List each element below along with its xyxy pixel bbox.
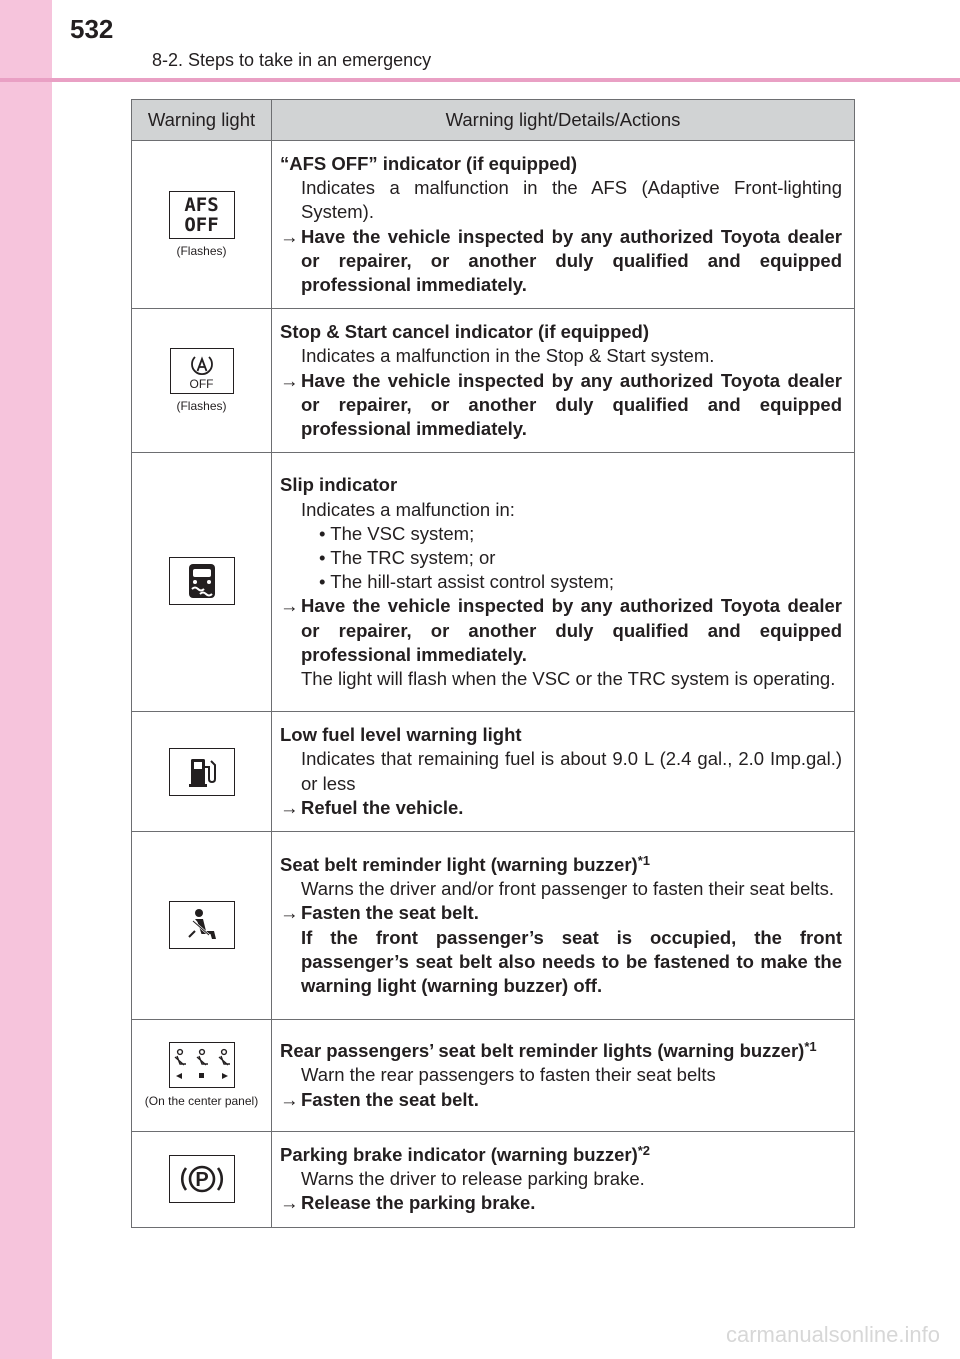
item-note: The light will flash when the VSC or the TRC system is operating. [301, 667, 836, 689]
arrow-icon: → [280, 1192, 299, 1214]
item-title [280, 853, 842, 877]
item-action [280, 1088, 842, 1112]
action-text: Release the parking brake. [301, 1192, 536, 1214]
circled-p-icon [177, 1160, 227, 1198]
item-action [280, 225, 842, 298]
item-title [280, 1039, 842, 1063]
action-text: Fasten the seat belt. [301, 1088, 479, 1110]
item-action [280, 369, 842, 442]
item-description: Warns the driver and/or front passenger to fasten their seat belts. [301, 878, 835, 900]
afs-icon-text: AFS [184, 193, 219, 216]
action-text: Have the vehicle inspected by any authorized Toyota dealer or repairer, or another duly qualified and equipped professional immediately. [301, 225, 842, 296]
details-cell [272, 1020, 855, 1132]
action-text: Have the vehicle inspected by any authorized Toyota dealer or repairer, or another duly qualified and equipped professional immediately. [301, 595, 842, 665]
item-title [280, 1143, 842, 1167]
item-action [280, 901, 842, 925]
title-text: Parking brake indicator (warning buzzer) [280, 1144, 638, 1166]
arrow-icon: → [280, 225, 299, 247]
icon-cell [132, 1132, 272, 1228]
rear-seat-belt-icon [169, 1042, 235, 1088]
seat-belt-icon [169, 901, 235, 949]
title-text: Rear passengers’ seat belt reminder lights (warning buzzer) [280, 1040, 805, 1062]
table-row [132, 309, 855, 453]
arrow-icon: → [280, 902, 299, 924]
details-cell [272, 832, 855, 1020]
page-number: 532 [70, 14, 114, 44]
action-text: Fasten the seat belt. [301, 902, 479, 924]
item-title: Low fuel level warning light [280, 724, 522, 746]
bullet-list [280, 522, 842, 595]
arrow-icon: → [280, 369, 299, 391]
column-header-details: Warning light/Details/Actions [272, 100, 855, 141]
item-action [280, 1191, 842, 1215]
stop-start-off-icon [170, 348, 234, 394]
arrow-icon: → [280, 595, 299, 617]
icon-caption: (Flashes) [176, 398, 227, 413]
parking-brake-icon [169, 1155, 235, 1203]
table-row [132, 712, 855, 832]
action-text: Refuel the vehicle. [301, 796, 464, 818]
arrow-icon: → [280, 796, 299, 818]
parking-p-letter: P [194, 1168, 209, 1191]
section-title: 8-2. Steps to take in an emergency [152, 50, 432, 70]
action-note: If the front passenger’s seat is occupied, the front passenger’s seat belt also needs to be fastened to make the warning light (warning buzzer) off. [301, 926, 842, 996]
table-row [132, 832, 855, 1020]
footnote-marker: *2 [637, 1143, 651, 1159]
details-cell [272, 309, 855, 453]
list-item: • The TRC system; or [319, 546, 496, 568]
icon-caption: (Flashes) [176, 243, 227, 258]
header-rule [0, 78, 960, 82]
table-header-row [132, 100, 855, 141]
watermark: carmanualsonline.info [725, 1322, 940, 1347]
fuel-gauge-icon [187, 755, 217, 789]
item-description: Indicates a malfunction in the AFS (Adaptive Front-lighting System). [301, 177, 842, 223]
details-cell [272, 141, 855, 309]
footnote-marker: *1 [637, 852, 651, 868]
item-description: Indicates a malfunction in: [301, 498, 515, 520]
icon-cell [132, 309, 272, 453]
list-item: • The hill-start assist control system; [319, 571, 615, 593]
auto-stop-icon [189, 352, 215, 378]
icon-caption: (On the center panel) [144, 1094, 259, 1109]
table-row [132, 141, 855, 309]
details-cell [272, 1132, 855, 1228]
fuel-pump-icon [169, 748, 235, 796]
icon-cell [132, 832, 272, 1020]
footnote-marker: *1 [804, 1039, 817, 1055]
item-description: Indicates that remaining fuel is about 9.0 L (2.4 gal., 2.0 Imp.gal.) or less [301, 748, 842, 794]
icon-cell [132, 1020, 272, 1132]
icon-cell [132, 141, 272, 309]
details-cell [272, 453, 855, 712]
page-header [0, 0, 960, 82]
item-description: Indicates a malfunction in the Stop & Start system. [301, 345, 715, 367]
icon-cell [132, 453, 272, 712]
item-description: Warns the driver to release parking brake. [301, 1168, 645, 1190]
table-row [132, 1132, 855, 1228]
margin-tab [0, 0, 52, 1359]
warning-light-table [131, 99, 855, 1228]
seated-person-icon [185, 907, 219, 943]
rear-seat-belt-figures-icon [171, 1047, 233, 1083]
action-text: Have the vehicle inspected by any authorized Toyota dealer or repairer, or another duly qualified and equipped professional immediately. [301, 369, 842, 440]
slip-indicator-icon [169, 557, 235, 605]
item-action [280, 796, 842, 820]
off-icon-text: OFF [184, 213, 219, 236]
title-text: Seat belt reminder light (warning buzzer) [280, 853, 638, 875]
afs-off-icon [169, 191, 235, 239]
column-header-warning-light: Warning light [132, 100, 272, 141]
list-item: • The VSC system; [319, 522, 475, 544]
item-title: “AFS OFF” indicator (if equipped) [280, 153, 578, 174]
arrow-icon: → [280, 1088, 299, 1110]
item-action [280, 594, 842, 667]
item-title: Slip indicator [280, 474, 398, 496]
item-title: Stop & Start cancel indicator (if equipped) [280, 321, 650, 343]
table-row [132, 453, 855, 712]
icon-cell [132, 712, 272, 832]
item-description: Warn the rear passengers to fasten their seat belts [301, 1064, 716, 1086]
details-cell [272, 712, 855, 832]
table-row [132, 1020, 855, 1132]
skidding-car-icon [182, 561, 222, 601]
off-icon-text: OFF [189, 376, 214, 391]
